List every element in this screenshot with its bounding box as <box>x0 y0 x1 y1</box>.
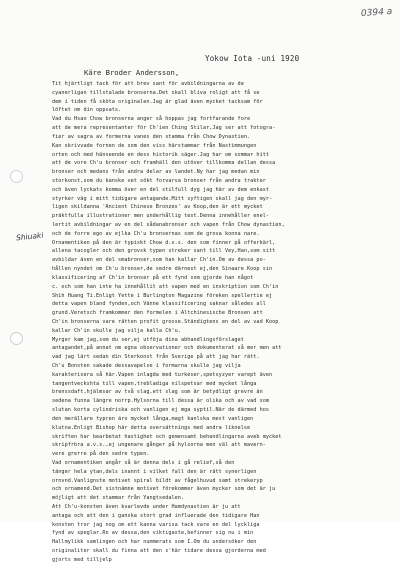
letter-line: c. och som han inte ha innehållit att vapen med en inskription som Ch'in <box>52 283 279 290</box>
punch-hole-bottom <box>10 332 23 345</box>
letter-line: och även lyckats komma över en del stilfull dyg jag här av dem enkast <box>52 186 269 193</box>
letter-line: Kan skrivvade fornen de som den viss härstammar från Nastimmungen <box>52 142 257 149</box>
letter-line: klassificering af Ch'in bronser på ett fynd som gjorde han något <box>52 274 254 281</box>
letter-line: konsten tror jag nog om ett kanna varisa tack vare en del lyckliga <box>52 521 260 528</box>
letter-line: hållen nyndet om Ch'u bronser,de sedre därnest ej,den Sinaare Koop sin <box>52 266 273 273</box>
letter-line: Shih Huang Ti.Enligt Yette i Burlington Magazine föreken spellertie ej <box>52 292 273 299</box>
punch-hole-top <box>10 170 23 183</box>
letter-line: och de forre ego av ejlka Ch'u bronsernas som de grova konna nare. <box>52 230 260 237</box>
letter-line: antagandet,på annat om egna observationer och dokumenterat så mer men att <box>52 345 282 352</box>
letter-line: originaliter skall du finna att den s'här tidare dessa gjorderna med <box>52 548 266 555</box>
letter-line: och ornamend.Det sistnämne motivet förekommer även mycker som det är ju <box>52 486 276 493</box>
letter-line: karakterisera så här.Vapen inlagda med turkeser,spetsyzyer varept även <box>52 371 273 378</box>
letter-line: grund.Veretsch framkommer den formelen i Altchinesische Bronsen att <box>52 310 263 317</box>
letter-line: Tit hjärtligt tack för att brev sant för avbildningarna av de <box>52 81 244 87</box>
letter-line: vad jag lärt sedan din Sterkonst från Sverige på att jag har rätt. <box>52 354 260 361</box>
letter-line: skriften har bearbetat hastighet och gemensamt behandlingarna aveb mycket <box>52 433 282 440</box>
letter-line: präktfulla illustrationer men underhållig text.Denna innehåller enel- <box>52 213 269 220</box>
letter-line: styrker väg i mitt tidigare antagande.Mitt syftigen skall jag den myr- <box>52 195 273 202</box>
letter-line: Ch'u Bonsten sakade dessavapelse i formarna skulle jag vilja <box>52 363 241 369</box>
salutation: Käre Broder Andersson, <box>84 68 180 77</box>
letter-line: brenssdaft,hjälmsar av två slag,ett slag som är betydligt grevre än <box>52 389 263 396</box>
dateline: Yokow Iota -uni 1920 <box>205 54 300 63</box>
letter-line: Myrger kam jag,som du ser,ej utföja dina abhandlingsförslaget <box>52 336 244 343</box>
letter-line: att de vore Ch'u bronser och framhäll den utöver tillkomma dellan dessa <box>52 160 276 167</box>
letter-line: möjligt att det stammar från Yangtsedalen. <box>52 495 185 502</box>
letter-line: vere grerre på den sedre typen. <box>52 451 150 458</box>
letter-line: Ornamentiken på den är typiskt Chow d.v.s. den som finner på offerkärl, <box>52 239 276 246</box>
letter-line: lertit avbildningar av en del sådanabronser och vapen från Chow dynastien, <box>52 222 285 228</box>
letter-line: orten och med hänseende en dess historik säger.Jag har om sommar hitt <box>52 151 269 158</box>
letter-line: dem i tiden få sköta originalen.Jag är glad även mycket tacksam för <box>52 98 263 105</box>
handwritten-margin-note: Shiuaki <box>15 230 44 243</box>
letter-line: cyanerligan tillstalade bronserna.Det skall bliva roligt att få se <box>52 89 260 96</box>
letter-line: sedena funna längre norrp.Hylsorna till dessa är olika och av vad som <box>52 398 269 405</box>
letter-line: löftet om din oppsats. <box>52 107 122 114</box>
letter-line: kallar Ch'in skulle jag vilja kalla Ch'u. <box>52 327 181 334</box>
letter-line: avbildar även en del smabronser,som han kallar Ch'in.Om av dessa po- <box>52 257 266 264</box>
letter-line: slutan korta cylindriska och vanligen ej mga syptil.När de därmed hos <box>52 407 269 414</box>
handwritten-page-number: 0394 a <box>360 6 393 20</box>
letter-line: bronser och medans från andra delar av landet.Ny har jag medan min <box>52 169 260 176</box>
letter-line: detta vapen bland fynden,och Vänne klassificering saknar således all <box>52 301 266 308</box>
letter-line: gjorts med tilljelp <box>52 556 112 563</box>
letter-line: att de mera representanter för Ch'ien Ching Stilar,Jag ser att fotogra- <box>52 125 276 132</box>
letter-line: fynd av speglar.Rn av dessa,den viktigaste,befinner sig nu i min <box>52 530 254 537</box>
letter-line: skripfrbra a.v.s.,ej ungenare gånger på hylsorna men väl att mavern- <box>52 442 266 449</box>
letter-line: fier av sagra av formerna vanes den stamma från Chow Dynastien. <box>52 133 251 140</box>
letter-line: ornvnd.Vanlignste motivet spiral bildt av fågelhuvud samt strekeryp <box>52 477 263 484</box>
letter-line: Hallmylikk samlingen och har nummerats som I.Om du undersöker den <box>52 539 257 546</box>
letter-line: klutna.Enligt Bishop här detta oversättnings med andra liknelse <box>52 424 251 431</box>
letter-line: Vad ornamentiken angår så är denna dels i gå relief,så den <box>52 459 235 466</box>
letter-line: antaga och att den i ganska stort grad influerade den tidigare Han <box>52 512 260 519</box>
letter-line: ligen skildanna 'Ancient Chinese Bronzes' av Koop,den är ett mycket <box>52 204 263 211</box>
letter-line: Att Ch'u-konsten även kvarlevde under Hamdynastien är ju att <box>52 504 241 510</box>
letter-body <box>52 80 370 565</box>
letter-line: den merällare typren äro mycket långa,magt kanlska mest vanligen <box>52 415 254 422</box>
letter-line: Vad du Hsao Chow bronserna anger så hoppas jag fortfarande fore <box>52 116 251 123</box>
letter-line: allena tacogler och den grovsk typen streker sant till Vey,Han,som sitt <box>52 248 276 255</box>
letter-line: tangentveckshta till vapen,trebladiga nilspetsar med mycket långa <box>52 380 257 387</box>
letter-line: Ch'in bronserna vare rätten profit grosse.Ständigtens en del av vad Koop <box>52 318 279 325</box>
letter-line: tänger hela ytan,dels inannt i vilket fall den är rätt synerligen <box>52 468 257 475</box>
letter-line: storkonst,som du kanske vet sökt forvarva bronser från andra trakter <box>52 177 266 184</box>
